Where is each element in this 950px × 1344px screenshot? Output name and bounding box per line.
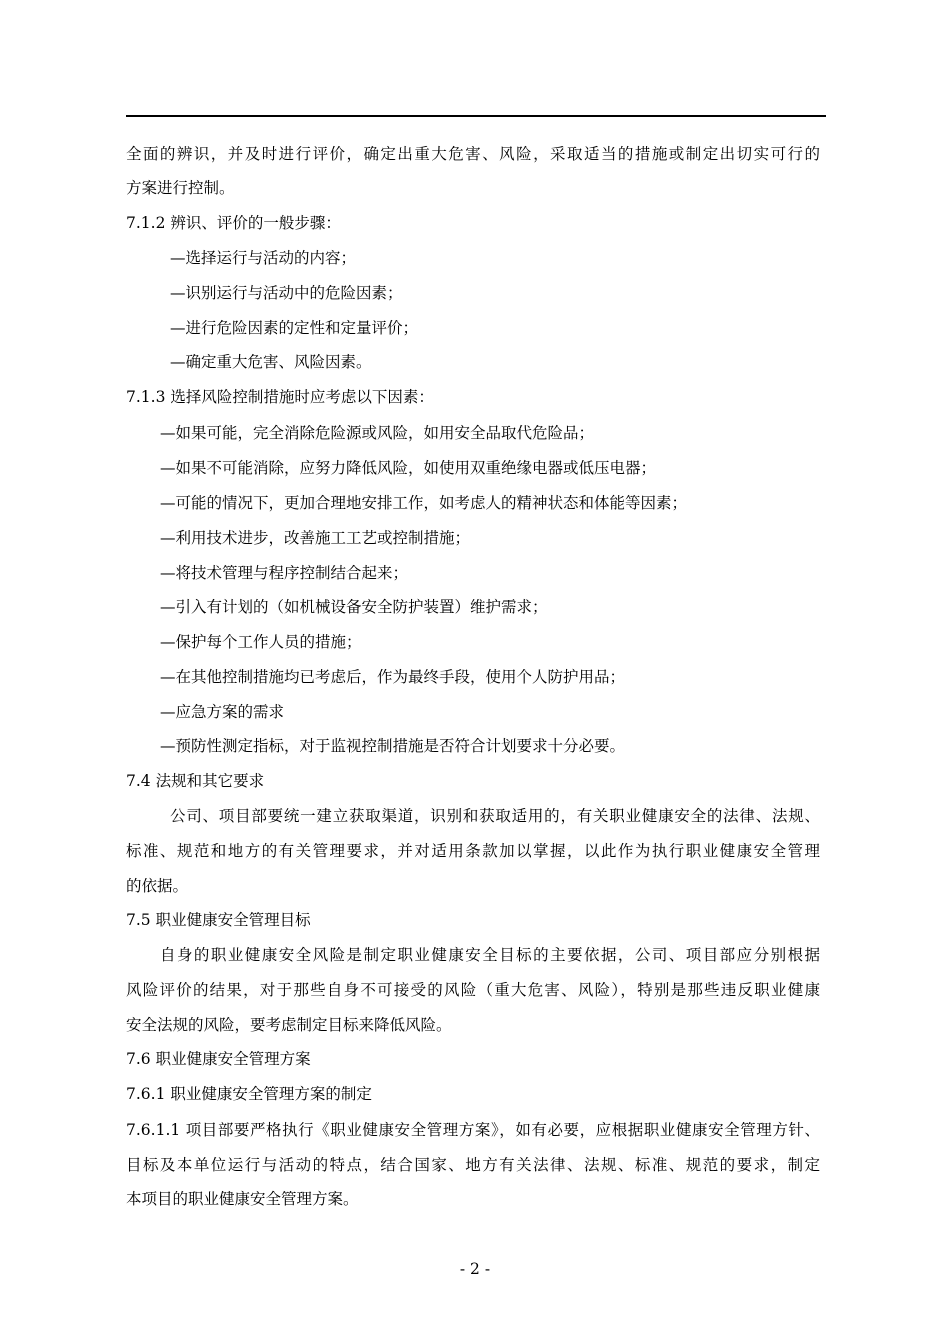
text-line: 的依据。: [126, 877, 189, 895]
text-line: 标准、规范和地方的有关管理要求，并对适用条款加以掌握，以此作为执行职业健康安全管理: [126, 842, 820, 860]
text-line: 风险评价的结果，对于那些自身不可接受的风险（重大危害、风险），特别是那些违反职业健康: [126, 981, 820, 999]
list-item: —如果不可能消除，应努力降低风险，如使用双重绝缘电器或低压电器；: [160, 459, 657, 477]
list-item: —确定重大危害、风险因素。: [170, 353, 372, 371]
section-heading: 7.5 职业健康安全管理目标: [126, 911, 311, 929]
page-number: - 2 -: [459, 1260, 491, 1278]
header-rule: [126, 115, 826, 117]
text-line: 全面的辨识，并及时进行评价，确定出重大危害、风险，采取适当的措施或制定出切实可行的: [126, 145, 820, 163]
list-item: —利用技术进步，改善施工工艺或控制措施；: [160, 529, 471, 547]
section-heading: 7.1.2 辨识、评价的一般步骤：: [126, 214, 341, 232]
text-line: 本项目的职业健康安全管理方案。: [126, 1190, 359, 1208]
section-heading: 7.4 法规和其它要求: [126, 772, 265, 790]
list-item: —进行危险因素的定性和定量评价；: [170, 319, 419, 337]
text-line: 自身的职业健康安全风险是制定职业健康安全目标的主要依据，公司、项目部应分别根据: [160, 946, 820, 964]
list-item: —预防性测定指标，对于监视控制措施是否符合计划要求十分必要。: [160, 737, 626, 755]
text-line: 目标及本单位运行与活动的特点，结合国家、地方有关法律、法规、标准、规范的要求，制定: [126, 1156, 820, 1174]
list-item: —可能的情况下，更加合理地安排工作，如考虑人的精神状态和体能等因素；: [160, 494, 688, 512]
section-heading: 7.6.1 职业健康安全管理方案的制定: [126, 1085, 372, 1103]
list-item: —应急方案的需求: [160, 703, 285, 721]
text-line: 7.6.1.1 项目部要严格执行《职业健康安全管理方案》，如有必要，应根据职业健康安全管理方针、: [126, 1121, 820, 1139]
list-item: —将技术管理与程序控制结合起来；: [160, 564, 409, 582]
text-line: 安全法规的风险，要考虑制定目标来降低风险。: [126, 1016, 452, 1034]
section-heading: 7.1.3 选择风险控制措施时应考虑以下因素：: [126, 388, 434, 406]
list-item: —引入有计划的（如机械设备安全防护装置）维护需求；: [160, 598, 548, 616]
list-item: —选择运行与活动的内容；: [170, 249, 357, 267]
list-item: —识别运行与活动中的危险因素；: [170, 284, 403, 302]
section-heading: 7.6 职业健康安全管理方案: [126, 1050, 311, 1068]
text-line: 公司、项目部要统一建立获取渠道，识别和获取适用的，有关职业健康安全的法律、法规、: [170, 807, 820, 825]
list-item: —如果可能，完全消除危险源或风险，如用安全品取代危险品；: [160, 424, 595, 442]
list-item: —保护每个工作人员的措施；: [160, 633, 362, 651]
list-item: —在其他控制措施均已考虑后，作为最终手段，使用个人防护用品；: [160, 668, 626, 686]
text-line: 方案进行控制。: [126, 179, 235, 197]
